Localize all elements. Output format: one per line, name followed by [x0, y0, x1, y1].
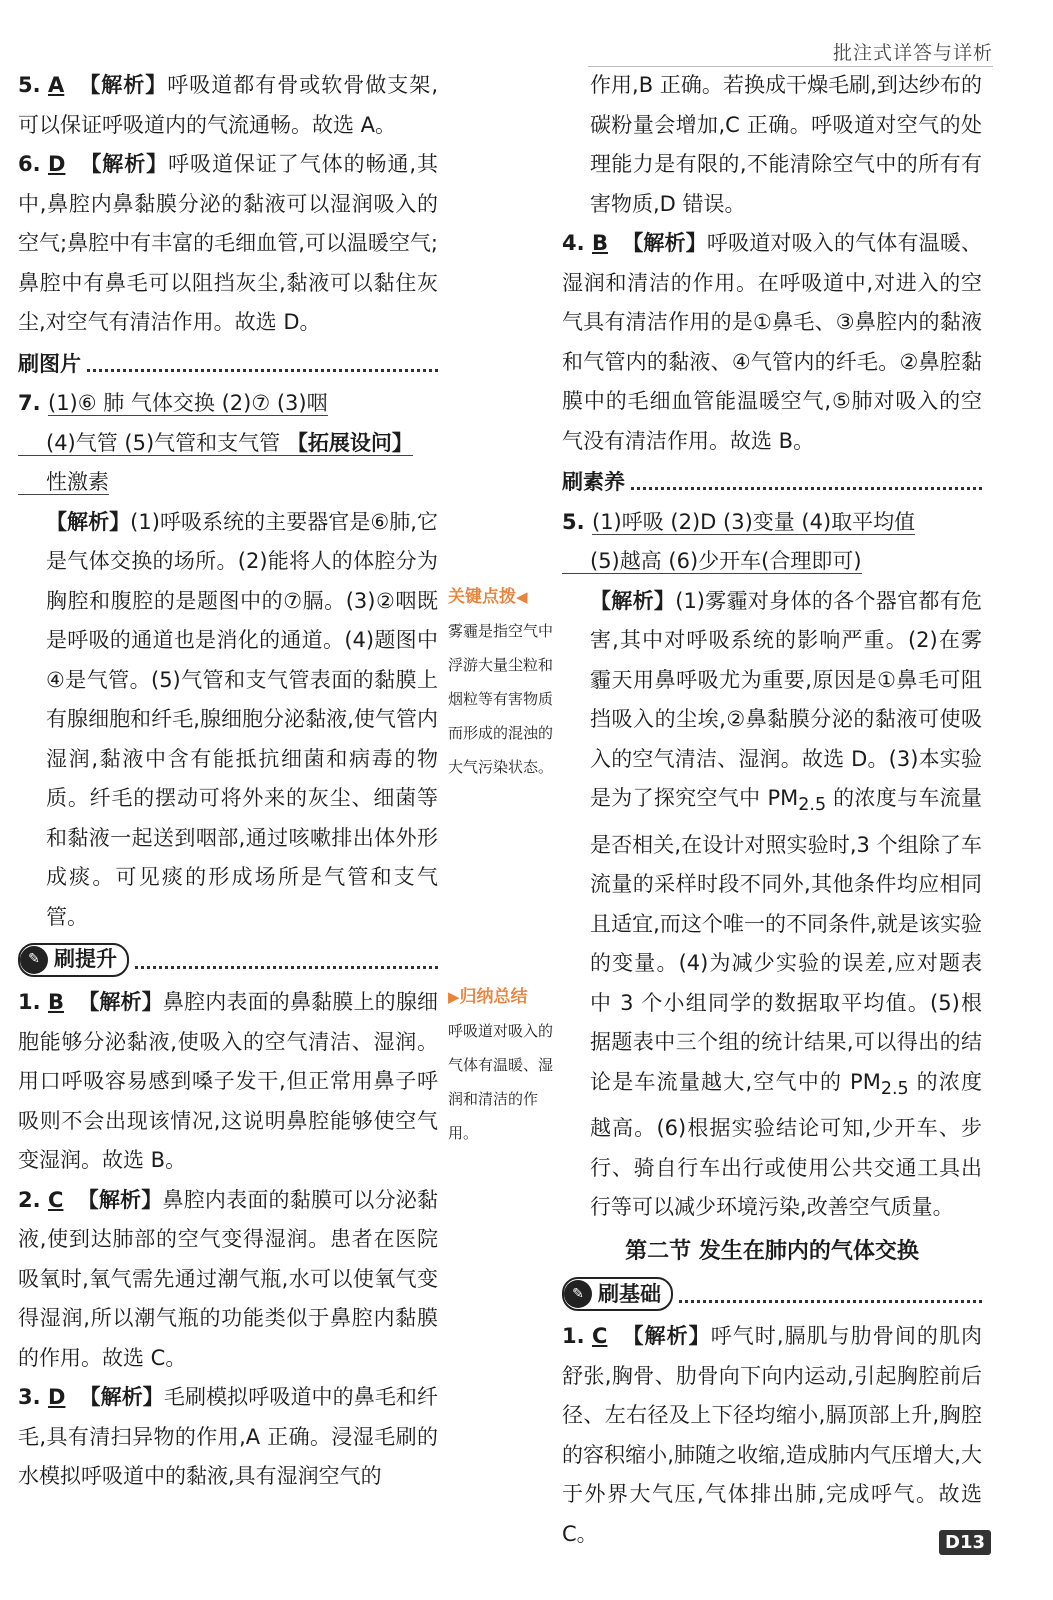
explanation-p5: 【解析】(1)雾霾对身体的各个器官都有危害,其中对呼吸系统的影响严重。(2)在雾霾天用鼻呼吸尤为重要,原因是①鼻毛可阻挡吸入的尘埃,②鼻黏膜分泌的黏液可使吸入的空气清洁、湿润。故选 D。(3)本实验是为了探究空气中 $PM_{2.5}$ 的浓度与车流量是否相关,在设计对照实验时,3 个组除了车流量的采样时段不同外,其他条件均应相同且适宜,而这个唯一的不同条件,就是该实验的变量。(4)为减少实验的误差,应对题表中 3 个小组同学的数据取平均值。(5)根据题表中三个组的统计结果,可以得出的结论是车流量越大,空气中的 $PM_{2.5}$ 的浓度越高。(6)根据实验结论可知,少开车、步行、骑自行车出行或使用公共交通工具出行等可以减少环境污染,改善空气质量。 [590, 588, 983, 1220]
banner-basics: ✎ 刷基础 [562, 1277, 982, 1311]
side-note-summary: ▶归纳总结 呼吸道对吸入的气体有温暖、湿润和清洁的作用。 [448, 987, 554, 1142]
answer-q6: 6. D 【解析】呼吸道保证了气体的畅通,其中,鼻腔内鼻黏膜分泌的黏液可以湿润吸入的空气;鼻腔中有丰富的毛细血管,可以温暖空气;鼻腔中有鼻毛可以阻挡灰尘,黏液可以黏住灰尘,对空气有清洁作用。故选 D。 [18, 152, 438, 334]
page-number: D13 [939, 1530, 991, 1555]
answer-p3: 3. D 【解析】毛刷模拟呼吸道中的鼻毛和纤毛,具有清扫异物的作用,A 正确。浸湿毛刷的水模拟呼吸道中的黏液,具有湿润空气的 [18, 1385, 439, 1488]
answer-b1: 1. C 【解析】呼气时,膈肌与肋骨间的肌肉舒张,胸骨、肋骨向下向内运动,引起胸腔前后径、左右径及上下径均缩小,膈顶部上升,胸腔的容积缩小,肺随之收缩,造成肺内气压增大,大于外界大气压,气体排出肺,完成呼气。故选 C。 [562, 1324, 982, 1546]
section-heading-pictures: 刷图片 [18, 345, 438, 385]
answer-p1: 1. B 【解析】鼻腔内表面的鼻黏膜上的腺细胞能够分泌黏液,使吸入的空气清洁、湿润。用口呼吸容易感到嗓子发干,但正常用鼻子呼吸则不会出现该情况,这说明鼻腔能够使空气变湿润。故选 B。 [18, 990, 439, 1172]
answer-p4: 4. B 【解析】呼吸道对吸入的气体有温暖、湿润和清洁的作用。在呼吸道中,对进入的空气具有清洁作用的是①鼻毛、③鼻腔内的黏液和气管内的黏液、④气管内的纤毛。②鼻腔黏膜中的毛细血管能温暖空气,⑤肺对吸入的空气没有清洁作用。故选 B。 [562, 231, 983, 453]
right-column [562, 66, 982, 1554]
answer-p2: 2. C 【解析】鼻腔内表面的黏膜可以分泌黏液,使到达肺部的空气变得湿润。患者在医院吸氧时,氧气需先通过潮气瓶,水可以使氧气变得湿润,所以潮气瓶的功能类似于鼻腔内黏膜的作用。故选 C。 [18, 1187, 439, 1370]
section-heading-literacy: 刷素养 [562, 463, 982, 503]
pen-icon: ✎ [20, 946, 48, 974]
left-column [18, 66, 438, 1497]
answer-p5: 5. (1)呼吸 (2)D (3)变量 (4)取平均值 (5)越高 (6)少开车(合理即可) [562, 509, 916, 573]
continuation-p3: 作用,B 正确。若换成干燥毛刷,到达纱布的碳粉量会增加,C 正确。呼吸道对空气的处理能力是有限的,不能清除空气中的所有有害物质,D 错误。 [590, 73, 982, 216]
section-title: 第二节 发生在肺内的气体交换 [625, 1238, 919, 1264]
side-note-key-points: 关键点拨◀ 雾霾是指空气中浮游大量尘粒和烟粒等有害物质而形成的混浊的大气污染状态。 [448, 587, 554, 776]
pen-icon: ✎ [564, 1280, 592, 1308]
arrow-right-icon: ▶ [448, 988, 460, 1006]
answer-q5: 5. A 【解析】呼吸道都有骨或软骨做支架,可以保证呼吸道内的气流通畅。故选 A。 [18, 73, 438, 137]
banner-improve: ✎ 刷提升 [18, 943, 438, 977]
answer-q7: 7. (1)⑥ 肺 气体交换 (2)⑦ (3)咽 (4)气管 (5)气管和支气管 【拓展设问】 性激素 [18, 391, 413, 494]
running-header: 批注式详答与详析 [832, 42, 993, 64]
arrow-left-icon: ◀ [516, 588, 528, 606]
explanation-q7: 【解析】(1)呼吸系统的主要器官是⑥肺,它是气体交换的场所。(2)能将人的体腔分为胸腔和腹腔的是题图中的⑦膈。(3)②咽既是呼吸的通道也是消化的通道。(4)题图中④是气管。(5)气管和支气管表面的黏膜上有腺细胞和纤毛,腺细胞分泌黏液,使气管内湿润,黏液中含有能抵抗细菌和病毒的物质。纤毛的摆动可将外来的灰尘、细菌等和黏液一起送到咽部,通过咳嗽排出体外形成痰。可见痰的形成场所是气管和支气管。 [46, 509, 439, 929]
